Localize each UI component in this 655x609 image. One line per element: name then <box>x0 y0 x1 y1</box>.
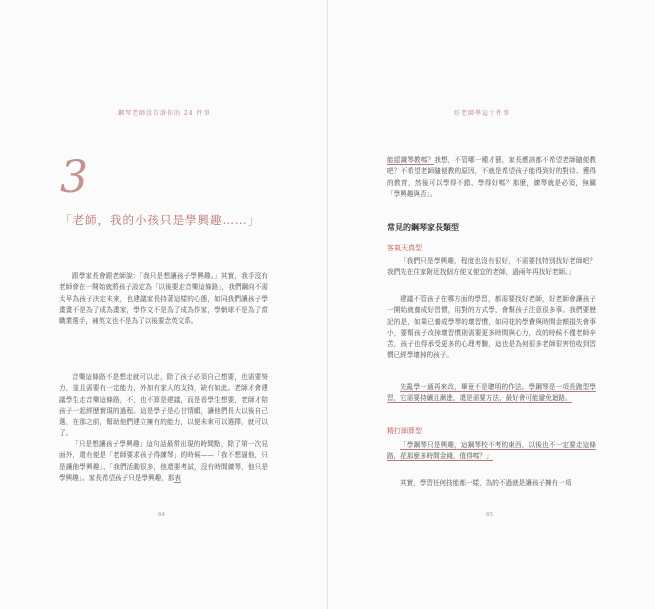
section-heading: 常見的鋼琴家長類型 <box>387 223 459 232</box>
body-paragraph <box>59 271 268 327</box>
underlined-text: 表 <box>174 473 181 482</box>
body-paragraph <box>387 382 596 405</box>
paragraph-text: 手沒有老師會在一開始就將孩子設定為「以後要走音樂這條路」，我們鋼向不需太早為孩子決定未來，也建議家長持著這樣的心態，如同我們讓孩子學畫畫不是為了成為畫家，學作文不是為了成為作家，學網球不是為了當職業選手，補英文也不是為了以後要念英文系。 <box>59 272 269 326</box>
paragraph-text: 我想，不管哪一種才藝，家長應該都不希望老師隨便教吧？不希望老師隨便教的原因，不就是希望孩子能得到好的對待、獲得的教育，然後可以學得不錯、學得好嗎？那麼，練琴就是必須，無關「學興趣與否」。 <box>387 156 597 198</box>
paragraph-text: 跟學家長會跟老師說：「我只是想讓孩子學興趣。」其實，我 <box>72 272 248 280</box>
paragraph-text: 「我們只是學興趣，程度也沒有很好，不需要找特別找好老師吧？我們先在住家附近找個方便又便宜的老師，過兩年再找好老師。」 <box>387 257 596 277</box>
underlined-text: 先亂學一通再來改，畢竟不是聰明的作法。學鋼琴是一項長跑型學習，它需要持續且漸進，還是需要方法，最好會可能避免迴路。 <box>387 383 596 403</box>
paragraph-text: 音樂這條路不是想走就可以走，除了孩子必須自己想要，也需要努力，並且需要有一定能力，外加有家人的支持，缺有如此。老師才會建議學生走音樂這條路，不，也不算是建議，而是看學生想要，老師才陪孩子一起經歷實現的過程。這是學子是心甘情願，讓他們長大以後自己選，在那之前，幫助他們建立擁有的能力，以便未來可以選擇，就可以了。 <box>59 373 268 438</box>
page-number-left: 64 <box>158 512 165 518</box>
right-page <box>328 0 655 609</box>
body-paragraph <box>387 155 596 200</box>
running-header-right: 好老師學這十件事 <box>454 110 511 117</box>
body-paragraph <box>59 439 268 484</box>
running-header-left: 鋼琴老師沒告訴你的 24 件事 <box>118 110 211 117</box>
paragraph-text: 建議不管孩子在哪方面的學習，都需要找好老師，好老師會讓孩子一開始就養成好習慣，用對的方式學，會幫孩子注意很多事。我們要歷記的是，如果已養成學琴的壞習慣，如同花的學費與時間金額損失會事小，要幫孩子改掉壞習慣則需要更多時間與心力，改的時候不僅老師辛苦，孩子也得承受更多的心理考驗，這也是為何很多老師很害怕收到習慣已經學壞掉的孩子。 <box>387 295 596 360</box>
body-paragraph <box>59 372 268 440</box>
chapter-title: 「老師，我的小孩只是學興趣……」 <box>60 213 260 227</box>
page-number-right: 65 <box>486 512 493 518</box>
body-paragraph <box>387 478 596 489</box>
body-paragraph <box>387 256 596 279</box>
underlined-text: 「學鋼琴只是興趣，這鋼琴校不考的東西，以後也不一定要走這條路，花那麼多時間金錢，值得嗎？」 <box>387 441 596 461</box>
body-paragraph <box>387 294 596 362</box>
paragraph-text: 「只是想讓孩子學興趣」這句話最常出現的時間點，除了第一次見面外，還有便是「老師要求孩子得練琴」的時候——「我不想逼他，只是讓他學興趣」、「我們活動很多，他還要考試，沒有時間練琴，他只是學興趣」。家長希望孩子只是學興趣，那 <box>59 440 268 482</box>
body-paragraph <box>387 440 596 463</box>
chapter-number: 3 <box>60 152 88 203</box>
underlined-text: 能認識琴教嗎？ <box>387 156 435 164</box>
type-heading: 精打細算型 <box>387 427 422 435</box>
paragraph-text: 其實，學習任何技能都一樣，為的不過就是讓孩子擁有一項 <box>400 479 572 487</box>
type-heading: 客氣天真型 <box>387 244 422 252</box>
